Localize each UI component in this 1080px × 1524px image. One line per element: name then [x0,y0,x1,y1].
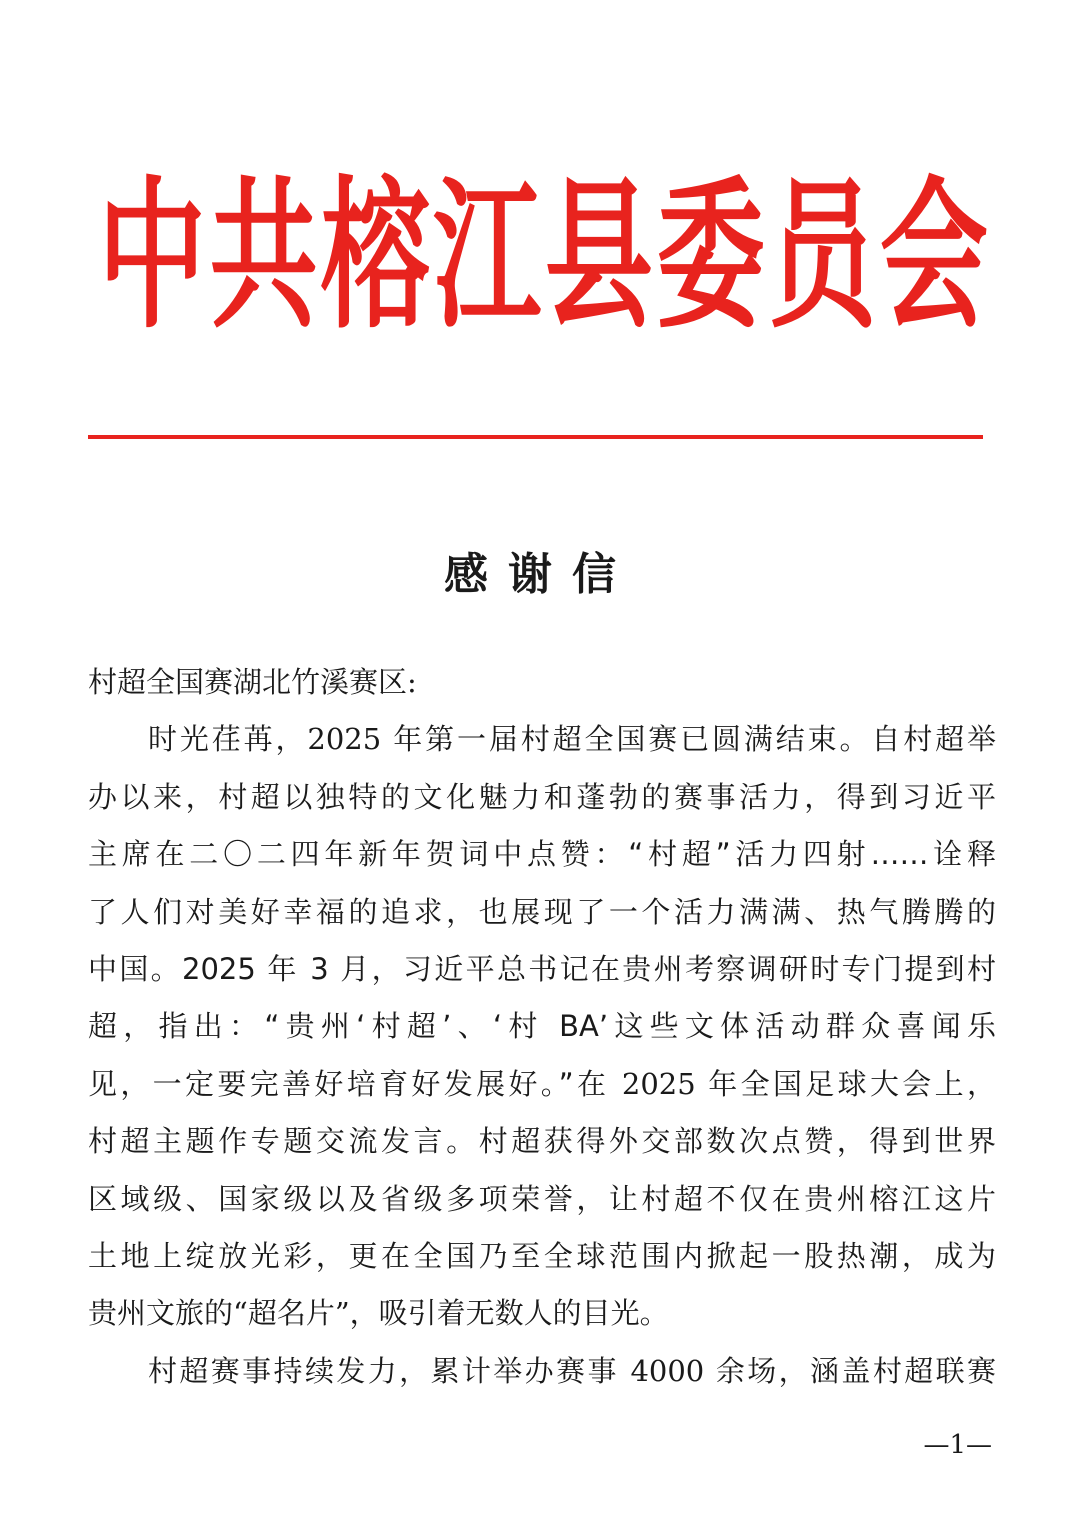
paragraph-line [88,1285,996,1342]
paragraph-line [88,941,996,998]
quote-text: 主席在二〇二四年新年贺词中点赞：“村超”活力四射……诠释 [88,837,996,872]
text: 土地上绽放光彩，更在全国乃至全球范围内掀起一股热潮，成为 [88,1238,996,1273]
text: 村超全国赛湖北竹溪赛区: [88,665,417,699]
masthead-char: 中 [98,163,207,351]
red-divider [88,435,983,439]
paragraph-line [88,1056,996,1113]
masthead-issuer [98,163,988,351]
quote-text: 了人们对美好幸福的追求，也展现了一个活力满满、热气腾腾的 [88,894,996,929]
masthead-char: 江 [433,163,542,351]
text: 时光荏苒，2025 年第一届村超全国赛已圆满结束。自村超举 [148,722,996,757]
paragraph-line [88,884,996,941]
text: 办以来，村超以独特的文化魅力和蓬勃的赛事活力， [88,779,837,814]
paragraph-line [88,1228,996,1285]
masthead-char: 榕 [321,163,430,351]
quote-text: 得到习近平 [836,779,996,814]
paragraph-line [88,826,996,883]
quote-text: 中国。2025 年 3 月，习近平总书记在贵州考察调研时专门提到村 [88,951,996,986]
salutation [88,654,996,711]
document-title: 感谢信 [444,549,636,600]
paragraph-line [88,1171,996,1228]
text: 村超赛事持续发力，累计举办赛事 4000 余场，涵盖村超联赛 [148,1353,996,1388]
text: 区域级、国家级以及省级多项荣誉，让村超不仅在贵州榕江这片 [88,1181,996,1216]
masthead-char: 会 [879,163,988,351]
paragraph-line [88,769,996,826]
letter-body [88,654,996,1400]
paragraph-line [88,1113,996,1170]
quote-text: 超，指出：“贵州‘村超’、‘村 BA’这些文体活动群众喜闻乐 [88,1009,996,1044]
masthead-char: 委 [656,163,765,351]
text: 贵州文旅的“超名片”，吸引着无数人的目光。 [88,1296,669,1331]
paragraph-line [88,1343,996,1400]
masthead-char: 共 [209,163,318,351]
paragraph-line [88,711,996,768]
masthead-char: 县 [544,163,653,351]
page-number: —1— [923,1430,992,1460]
paragraph-line [88,998,996,1055]
quote-text: 见，一定要完善好培育好发展好。” [88,1066,574,1101]
text: 村超主题作专题交流发言。村超获得外交部数次点赞，得到世界 [88,1124,996,1159]
text: 在 2025 年全国足球大会上， [573,1066,996,1101]
masthead-char: 员 [768,163,877,351]
